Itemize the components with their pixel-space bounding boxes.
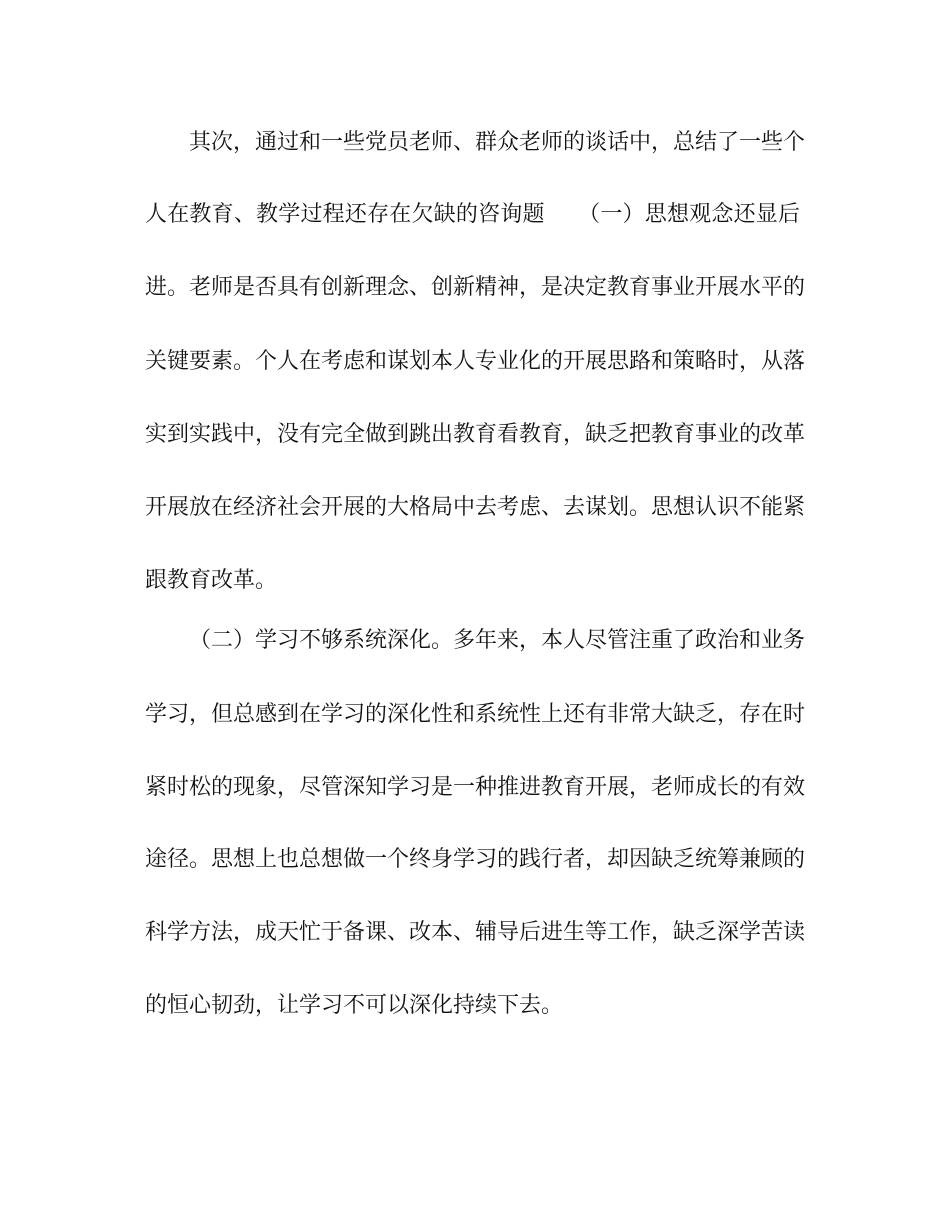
paragraph-2-line-6: 的恒心韧劲，让学习不可以深化持续下去。 (145, 993, 564, 1018)
paragraph-2-line-5: 科学方法，成天忙于备课、改本、辅导后进生等工作，缺乏深学苦读 (145, 920, 806, 945)
paragraph-2-line-2: 学习，但总感到在学习的深化性和系统性上还有非常大缺乏，存在时 (145, 702, 806, 727)
paragraph-2-line-1: （二）学习不够系统深化。多年来，本人尽管注重了政治和业务 (189, 628, 806, 653)
paragraph-1-line-6: 开展放在经济社会开展的大格局中去考虑、去谋划。思想认识不能紧 (145, 495, 806, 520)
paragraph-1-line-3: 进。老师是否具有创新理念、创新精神，是决定教育事业开展水平的 (145, 275, 806, 300)
paragraph-1-line-1: 其次，通过和一些党员老师、群众老师的谈话中，总结了一些个 (189, 130, 806, 155)
paragraph-1-line-5: 实到实践中，没有完全做到跳出教育看教育，缺乏把教育事业的改革 (145, 422, 806, 447)
paragraph-1-line-7: 跟教育改革。 (145, 568, 278, 593)
paragraph-2-line-3: 紧时松的现象，尽管深知学习是一种推进教育开展，老师成长的有效 (145, 775, 806, 800)
paragraph-1-line-2: 人在教育、教学过程还存在欠缺的咨询题 （一）思想观念还显后 (145, 202, 800, 227)
paragraph-1-line-4: 关键要素。个人在考虑和谋划本人专业化的开展思路和策略时，从落 (145, 349, 806, 374)
paragraph-2-line-4: 途径。思想上也总想做一个终身学习的践行者，却因缺乏统筹兼顾的 (145, 847, 806, 872)
